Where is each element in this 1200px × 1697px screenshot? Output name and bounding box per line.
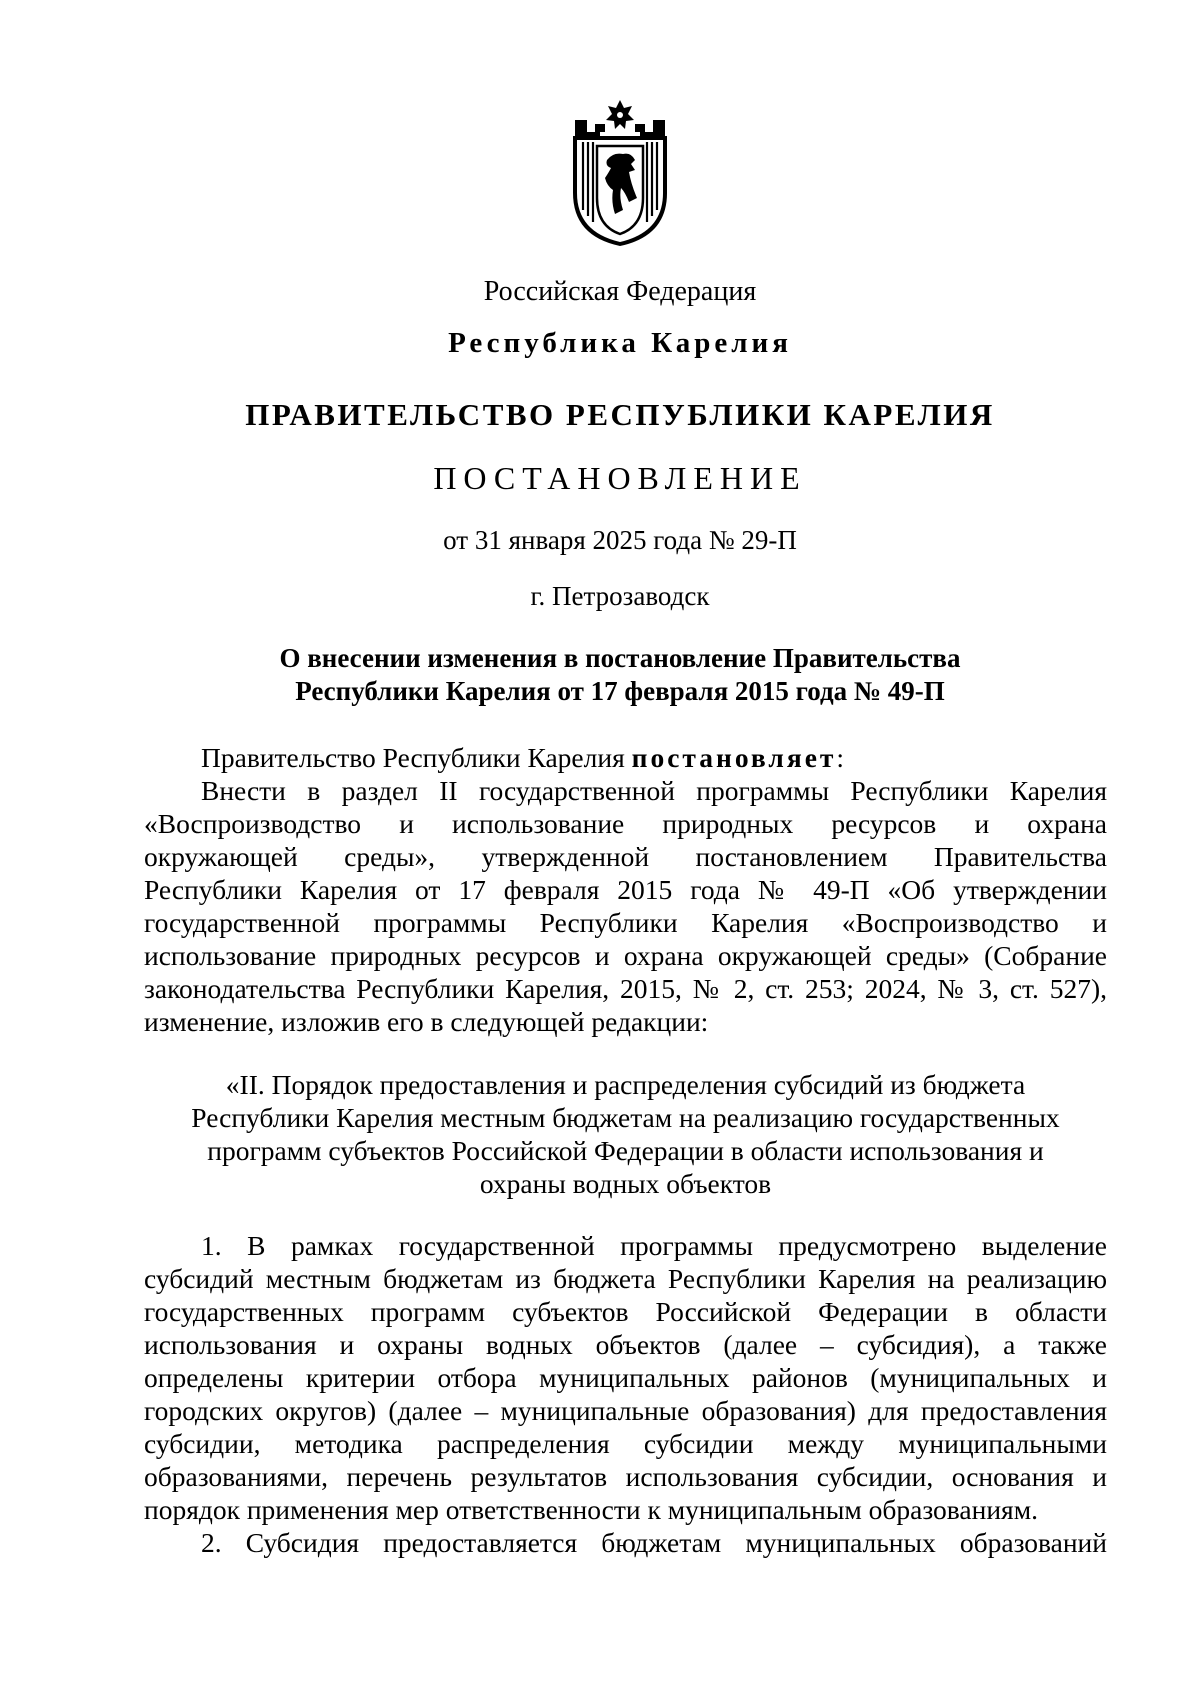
paragraph-line: использование природных ресурсов и охрана окружающей среды» (Собрание — [144, 940, 1107, 971]
paragraph-line: окружающей среды», утвержденной постановлением Правительства — [144, 841, 1107, 872]
paragraph-line: 2. Субсидия предоставляется бюджетам муниципальных образований — [201, 1527, 1107, 1558]
paragraph-line: «Воспроизводство и использование природных ресурсов и охрана — [144, 808, 1107, 839]
subject-line: Республики Карелия от 17 февраля 2015 года № 49-П — [295, 676, 945, 706]
item-1 — [144, 1229, 1107, 1559]
document-type: ПОСТАНОВЛЕНИЕ — [433, 460, 807, 496]
preamble-suffix: : — [836, 742, 845, 773]
republic-name: Республика Карелия — [448, 327, 792, 359]
section-title — [144, 1068, 1107, 1200]
paragraph-line: государственных программ субъектов Российской Федерации в области — [144, 1296, 1107, 1327]
section-title-line: программ субъектов Российской Федерации в области использования и — [207, 1135, 1044, 1166]
paragraph-line: использования и охраны водных объектов (далее – субсидия), а также — [144, 1329, 1107, 1360]
paragraph-line: 1. В рамках государственной программы предусмотрено выделение — [201, 1230, 1107, 1261]
preamble-keyword: постановляет — [631, 742, 837, 773]
paragraph-line: изменение, изложив его в следующей редакции: — [144, 1006, 709, 1037]
country-name: Российская Федерация — [483, 276, 757, 307]
paragraph-line: образованиями, перечень результатов использования субсидии, основания и — [144, 1461, 1107, 1492]
date-and-number: от 31 января 2025 года № 29-П — [443, 525, 797, 555]
karelia-coat-of-arms-icon — [565, 98, 675, 248]
paragraph-line: определены критерии отбора муниципальных районов (муниципальных и — [144, 1362, 1107, 1393]
paragraph-line: порядок применения мер ответственности к муниципальным образованиям. — [144, 1494, 1038, 1525]
paragraph-line: субсидий местным бюджетам из бюджета Республики Карелия на реализацию — [144, 1263, 1107, 1294]
paragraph-line: законодательства Республики Карелия, 2015, № 2, ст. 253; 2024, № 3, ст. 527), — [144, 973, 1107, 1004]
city: г. Петрозаводск — [530, 581, 710, 611]
paragraph-line: Внести в раздел II государственной программы Республики Карелия — [201, 775, 1107, 806]
section-title-line: охраны водных объектов — [479, 1168, 772, 1199]
subject-line: О внесении изменения в постановление Правительства — [279, 643, 961, 673]
paragraph-line: городских округов) (далее – муниципальные образования) для предоставления — [144, 1395, 1107, 1426]
decree-body — [144, 741, 1107, 1038]
document-subject — [240, 642, 1000, 708]
section-title-line: «II. Порядок предоставления и распределения субсидий из бюджета — [225, 1069, 1026, 1100]
paragraph-line: государственной программы Республики Карелия «Воспроизводство и — [144, 907, 1107, 938]
paragraph-line: субсидии, методика распределения субсидии между муниципальными — [144, 1428, 1107, 1459]
preamble-prefix: Правительство Республики Карелия — [201, 742, 632, 773]
section-title-line: Республики Карелия местным бюджетам на реализацию государственных — [191, 1102, 1060, 1133]
preamble — [144, 741, 1107, 774]
government-name: ПРАВИТЕЛЬСТВО РЕСПУБЛИКИ КАРЕЛИЯ — [245, 397, 995, 432]
paragraph-line: Республики Карелия от 17 февраля 2015 года № 49-П «Об утверждении — [144, 874, 1107, 905]
